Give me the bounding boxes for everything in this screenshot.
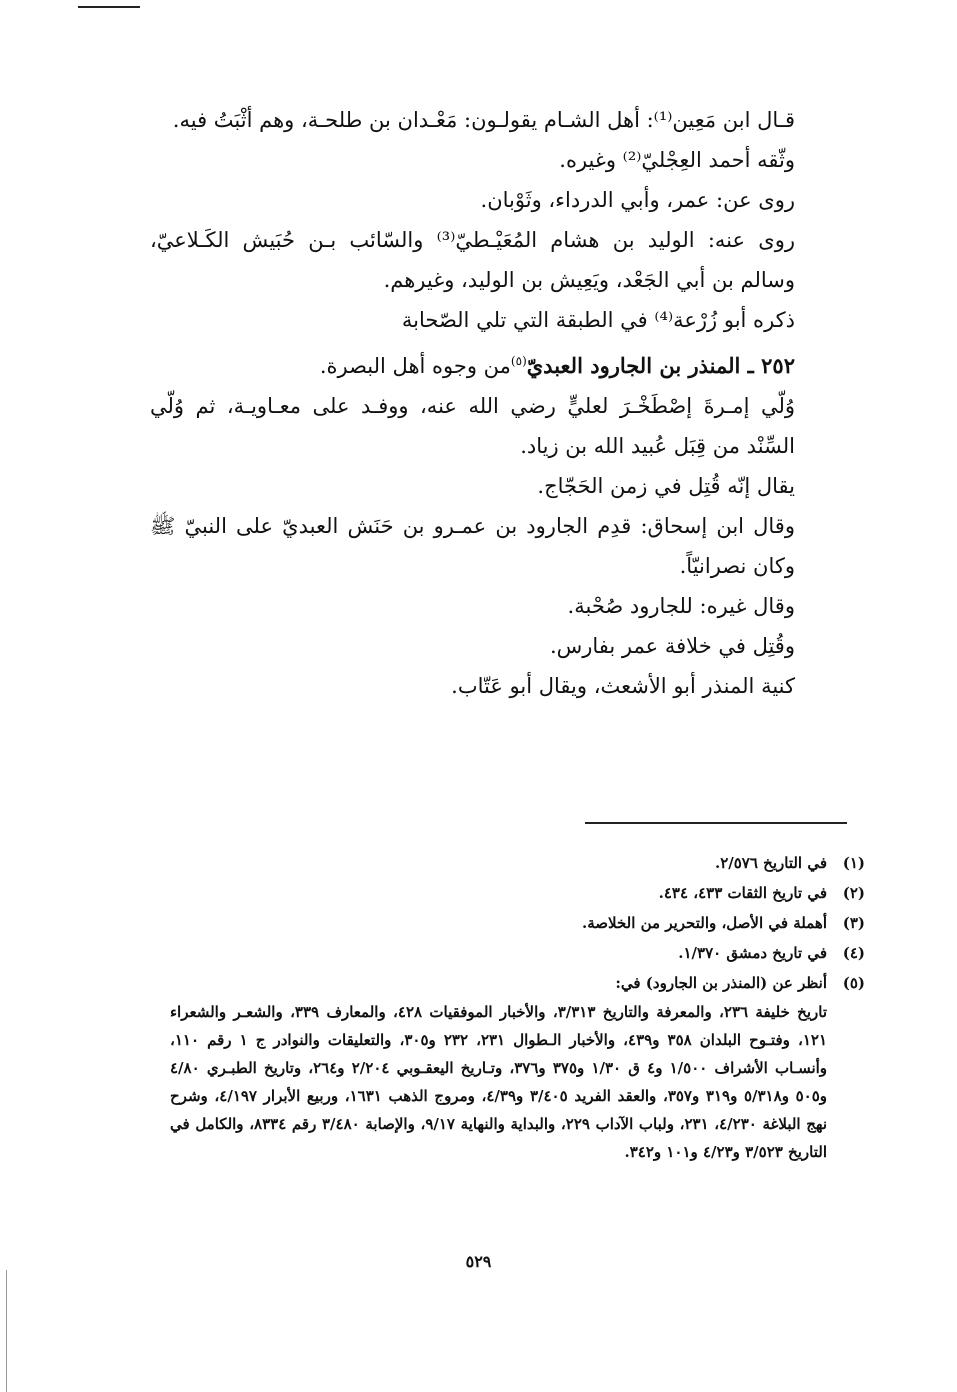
paragraph-ibn-ishaq: وقال ابن إسحاق: قدِم الجارود بن عمـرو بن حَنَش العبديّ على النبيّ ﷺ وكان نصرانيّاً. — [150, 514, 795, 578]
entry-footnote-marker: (٥) — [510, 354, 527, 368]
entry-title-rest: من وجوه أهل البصرة. — [319, 354, 511, 378]
paragraph-kunya: كنية المنذر أبو الأشعث، ويقال أبو عَتّاب. — [451, 674, 795, 698]
paragraph-istakhr: وُلّي إمـرةَ إصْطَخْـرَ لعليٍّ رضي الله عنه، ووفـد على معـاويـة، ثم وُلّي السِّنْد من قِبَل عُبيد الله بن زياد. — [150, 394, 795, 458]
footnote-2 — [160, 878, 865, 908]
entry-title: ٢٥٢ ـ المنذر بن الجارود العبديّ — [526, 353, 795, 378]
footnote-1 — [160, 848, 865, 878]
page-edge-line — [6, 1270, 7, 1392]
paragraph-abu-zura: ذكره أبو زُرْعة⁽⁴⁾ في الطبقة التي تلي الصّحابة — [401, 308, 795, 332]
footnote-5 — [160, 968, 865, 998]
page-number: ٥٢٩ — [465, 1252, 492, 1271]
footnote-4 — [160, 938, 865, 968]
paragraph-narrated-from: روى عن: عمر، وأبي الدرداء، وثَوْبان. — [480, 188, 795, 212]
footnote-5-sources: تاريخ خليفة ٢٣٦، والمعرفة والتاريخ ٣/٣١٣، والأخبار الموفقيات ٤٢٨، والمعارف ٣٣٩، والشعـر والشعراء ١٢١، وفتـوح البلدان ٣٥٨ و٤٣٩، والأخبار الـطوال ٢٣١، ٢٣٢ و٣٠٥، والتعليقات والنوادر ج ١ رقم ١١٠، وأنسـاب الأشراف ١/٥٠٠ و٤ ق ١/٣٠ و٣٧٥ و٣٧٦، وتـاريخ اليعقـوبي ٢/٢٠٤ و٢٦٤، وتاريخ الطبـري ٤/٨٠ و٥٠٥ و٥/٣١٨ و٣١٩ و٣٥٧، والعقد الفريد ٣/٤٠٥ و٤/٣٩، ومروج الذهب ١٦٣١، وربيع الأبرار ٤/١٩٧، وشرح نهج البلاغة ٤/٢٣٠، ٢٣١، ولباب الآداب ٢٢٩، والبداية والنهاية ٩/١٧، والإصابة ٣/٤٨٠ رقم ٨٣٣٤، والكامل في التاريخ ٣/٥٢٣ و٤/٢٣ و١٠١ و٣٤٢. — [170, 1003, 828, 1161]
footnote-separator — [585, 822, 847, 824]
footnote-text: في تاريخ الثقات ٤٣٣، ٤٣٤. — [658, 884, 827, 902]
footnote-number: (٥) — [842, 974, 865, 992]
footnote-number: (٢) — [842, 884, 865, 902]
footnote-text: أهملة في الأصل، والتحرير من الخلاصة. — [582, 914, 827, 932]
footnote-number: (٣) — [842, 914, 865, 932]
footnote-number: (٤) — [842, 944, 865, 962]
top-rule — [78, 6, 140, 8]
footnote-3 — [160, 908, 865, 938]
main-text — [150, 100, 840, 706]
entry-heading — [150, 346, 840, 386]
footnote-text: أنظر عن (المنذر بن الجارود) في: — [615, 974, 827, 992]
paragraph-narrated-by: روى عنه: الوليد بن هشام المُعَيْـطيّ⁽³⁾ والسّائب بـن حُبَيش الكَـلاعيّ، وسالم بن أبي الجَعْد، ويَعِيش بن الوليد، وغيرهم. — [150, 228, 795, 292]
footnotes — [160, 848, 865, 1166]
paragraph-killed-hajjaj: يقال إنّه قُتِل في زمن الحَجّاج. — [537, 474, 795, 498]
paragraph-ijli: وثّقه أحمد العِجْليّ⁽²⁾ وغيره. — [559, 148, 795, 172]
footnote-number: (١) — [842, 854, 865, 872]
paragraph-suhba: وقال غيره: للجارود صُحْبة. — [567, 594, 795, 618]
paragraph-killed-persia: وقُتِل في خلافة عمر بفارس. — [549, 634, 795, 658]
footnote-text: في تاريخ دمشق ١/٣٧٠. — [678, 944, 827, 962]
footnote-text: في التاريخ ٢/٥٧٦. — [714, 854, 827, 872]
paragraph-ibn-maeen: قـال ابن مَعِين⁽¹⁾: أهل الشـام يقولـون: مَعْـدان بن طلحـة، وهم أثْبَتُ فيه. — [172, 108, 795, 132]
